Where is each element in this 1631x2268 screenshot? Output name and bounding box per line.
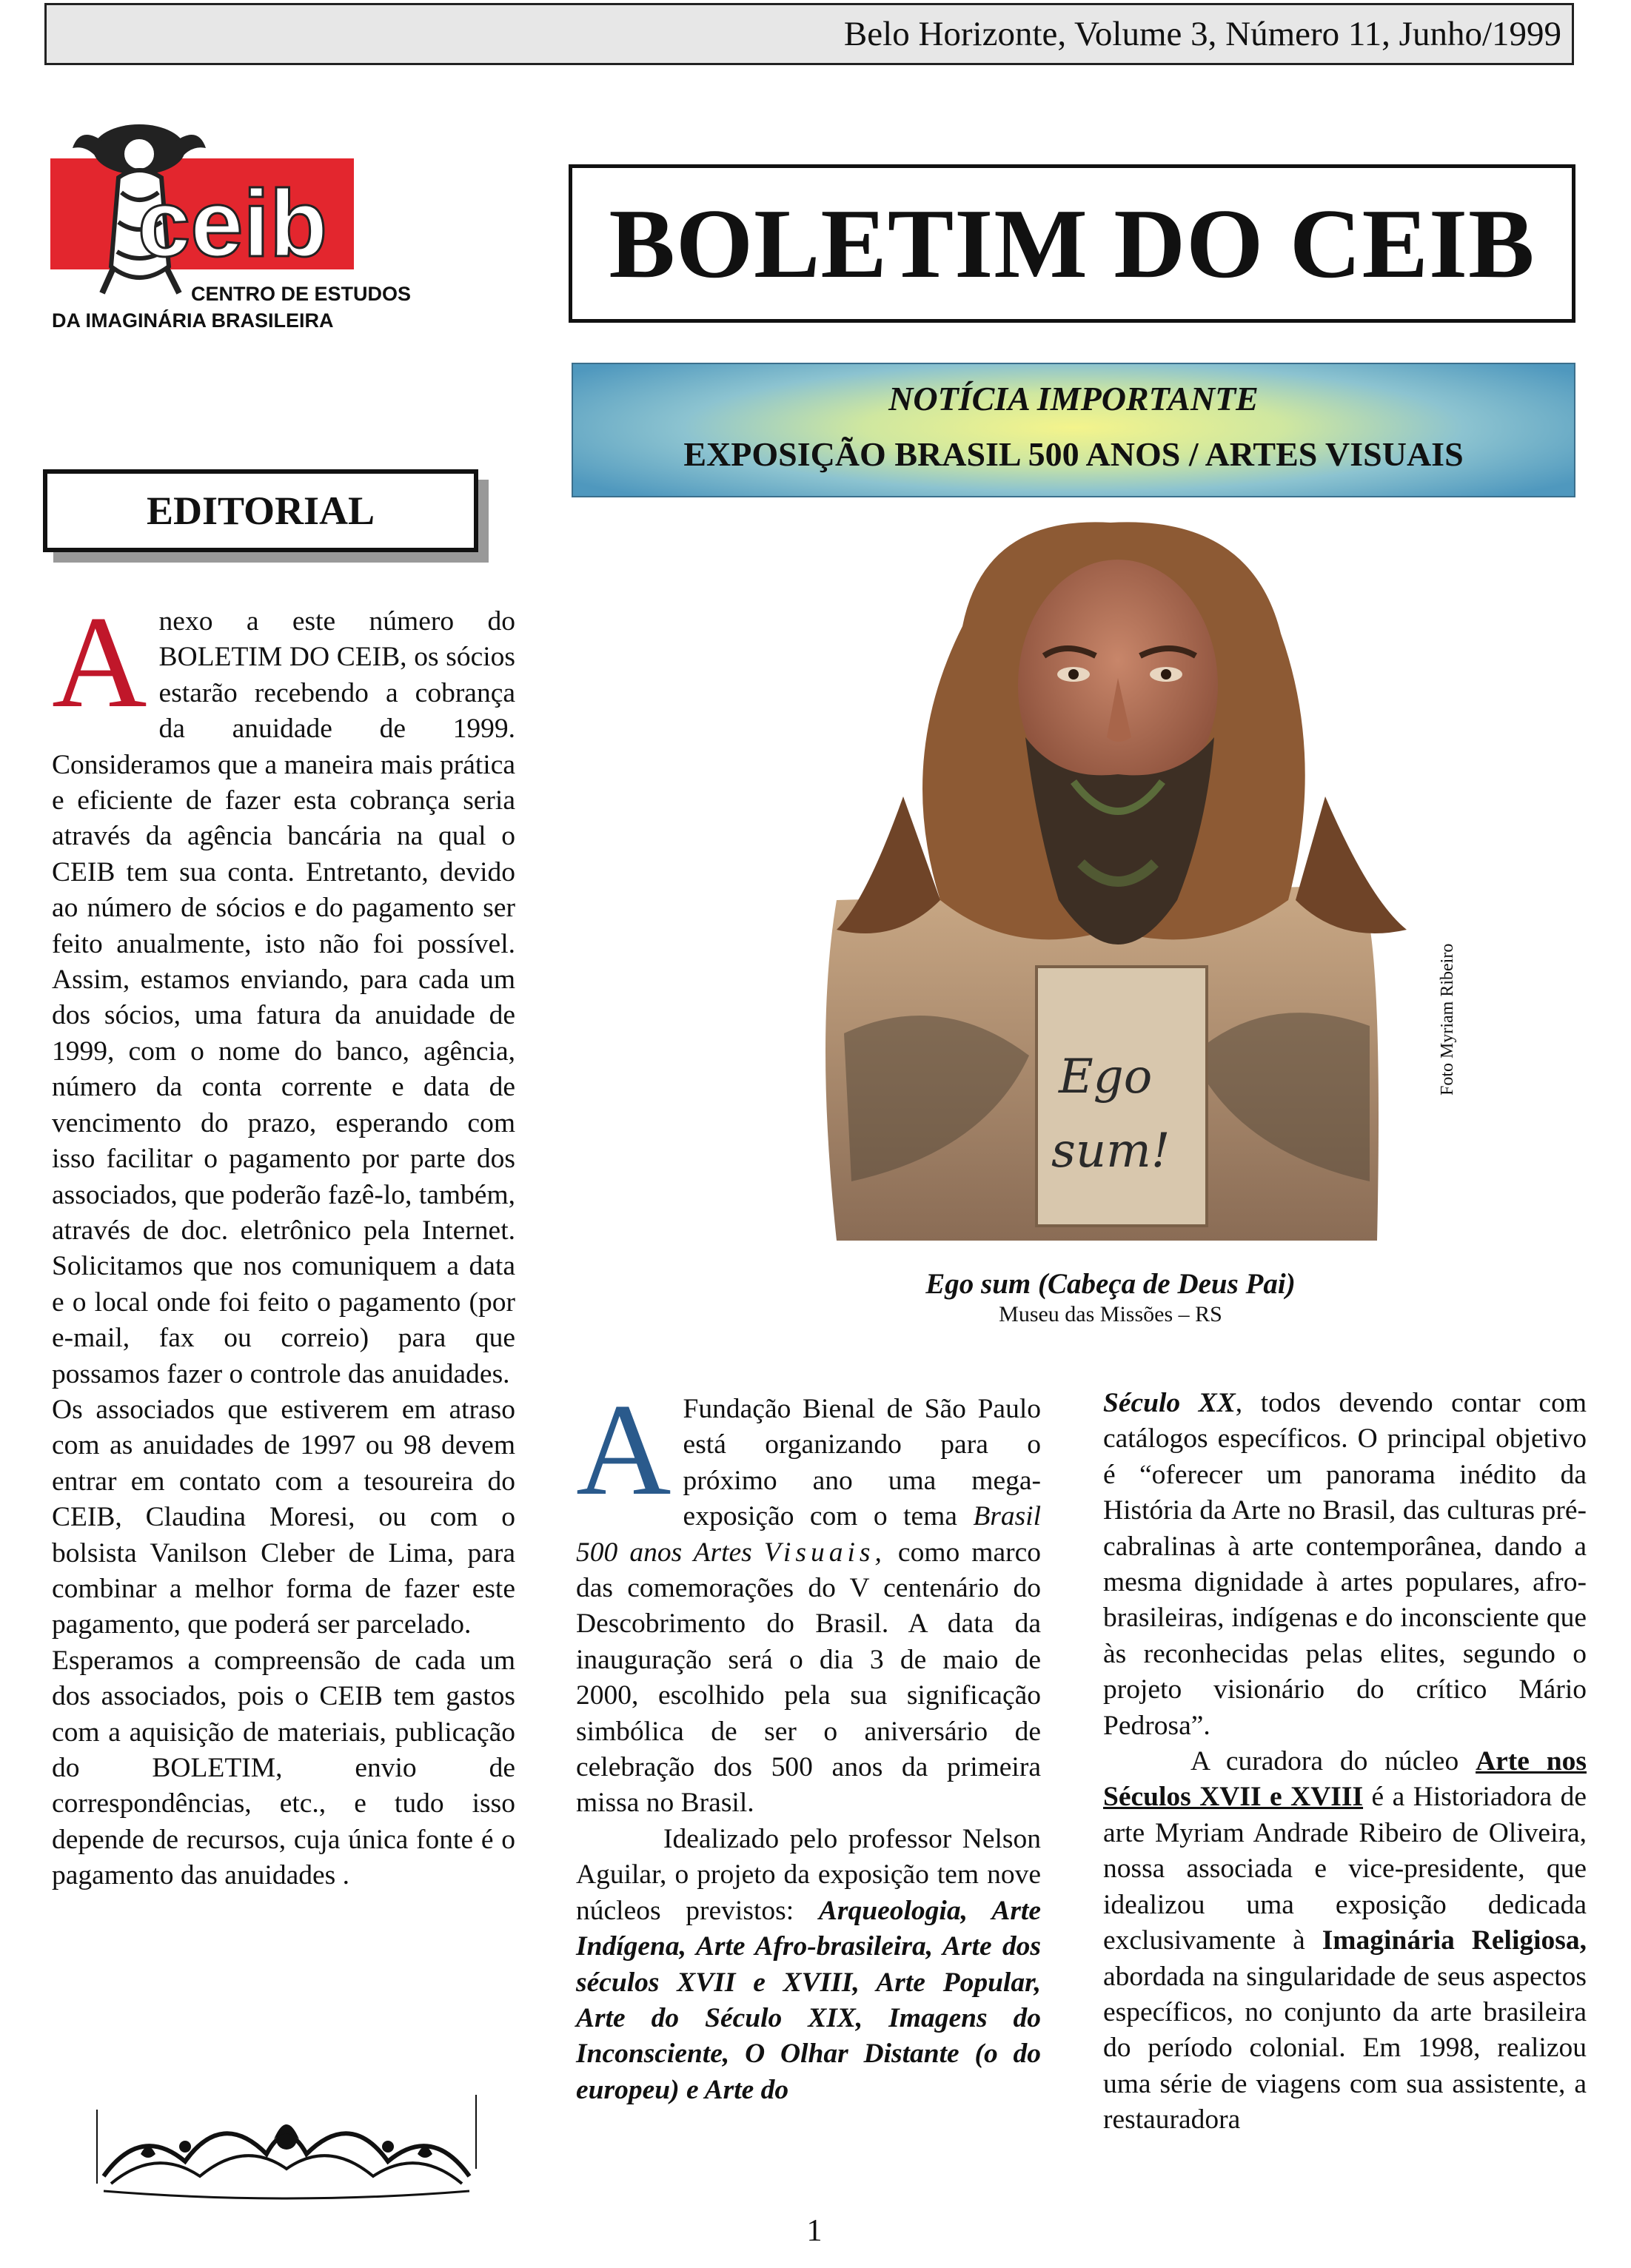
article-dropcap: A: [576, 1376, 672, 1523]
photo-caption: [740, 1267, 1481, 1327]
inscription-ego: Ego: [1059, 1050, 1153, 1104]
editorial-heading-box: [43, 469, 478, 552]
notice-banner: [572, 363, 1575, 497]
logo-line-2: DA IMAGINÁRIA BRASILEIRA: [52, 309, 334, 332]
ornament-icon: [96, 2095, 477, 2206]
inscription-sum: sum!: [1051, 1124, 1170, 1178]
editorial-heading: EDITORIAL: [146, 489, 375, 533]
logo-line-1: CENTRO DE ESTUDOS: [191, 283, 412, 305]
masthead-title: BOLETIM DO CEIB: [609, 189, 1535, 298]
sculpture-photo: [792, 515, 1444, 1241]
editorial-paragraph: Os associados que estiverem em atraso com as anuidades de 1997 ou 98 devem entrar em contato com a tesoureira do CEIB, Claudina Moresi, ou com o bolsista Vanilson Cleber de Lima, para combinar a melhor forma de fazer este pagamento, que poderá ser parcelado.: [52, 1394, 515, 1640]
article-text: abordada na singularidade de seus aspectos específicos, no conjunto da arte brasileira do período colonial. Em 1998, realizou uma série de viagens com sua assistente, a restauradora: [1103, 1961, 1587, 2136]
exhibition-nuclei-end: Século XX: [1103, 1388, 1236, 1418]
notice-label: NOTÍCIA IMPORTANTE: [888, 380, 1259, 417]
caption-title: Ego sum (Cabeça de Deus Pai): [925, 1268, 1296, 1300]
article-text: , todos devendo contar com catálogos específicos. O principal objetivo é “oferecer um panorama inédito da História da Arte no Brasil, das culturas pré-cabralinas à arte contemporânea, dando a mesma dignidade à artes populares, afro-brasileiras, indígenas e do inconsciente que às reconhecidas pelas elites, segundo o projeto visionário do crítico Mário Pedrosa”.: [1103, 1388, 1587, 1741]
article-text: Fundação Bienal de São Paulo está organizando para o próximo ano uma mega-exposição com o tema: [683, 1394, 1041, 1532]
editorial-column: [52, 588, 515, 1894]
exhibition-nuclei: Arqueologia, Arte Indígena, Arte Afro-brasileira, Arte dos séculos XVII e XVIII, Arte Popular, Arte do Século XIX, Imagens do Inconsciente, O Olhar Distante (o do europeu) e Arte do: [576, 1895, 1041, 2105]
photo-credit: Foto Myriam Ribeiro: [1438, 943, 1457, 1096]
editorial-text-1: nexo a este número do BOLETIM DO CEIB, os sócios estarão recebendo a cobrança da anuidade de 1999. Consideramos que a maneira mais prática e eficiente de fazer esta cobrança seria através da agência bancária na qual o CEIB tem sua conta. Entretanto, devido ao número de sócios e do pagamento ser feito anualmente, isto não foi possível. Assim, estamos enviando, para cada um dos sócios, uma fatura da anuidade de 1999, com o nome do banco, agência, número da conta corrente e data de vencimento do prazo, esperando com isso facilitar o pagamento por parte dos associados, que poderão fazê-lo, também, através de doc. eletrônico pela Internet. Solicitamos que nos comuniquem a data e o local onde foi feito o pagamento (por e-mail, fax ou correio) para que possamos fazer o controle das anuidades.: [52, 606, 515, 1389]
highlight-term: Imaginária Religiosa,: [1322, 1925, 1587, 1956]
exhibition-theme-2: Visuais,: [763, 1537, 886, 1568]
article-paragraph: [576, 1822, 1041, 2108]
masthead: [569, 164, 1575, 323]
article-text: A curadora do núcleo: [1190, 1746, 1476, 1777]
article-text: é a Historiadora de arte Myriam Andrade Ribeiro de Oliveira, nossa associada e vice-presidente, que idealizou uma exposição dedicada exclusivamente à: [1103, 1782, 1587, 1956]
curated-nucleus: Arte nos Séculos XVII e XVIII: [1103, 1746, 1587, 1813]
article-column-1: [576, 1376, 1042, 2108]
article-column-2: [1103, 1386, 1587, 2138]
editorial-paragraph: [52, 588, 515, 1392]
issue-header: [44, 3, 1574, 65]
article-text: Idealizado pelo professor Nelson Aguilar, o projeto da exposição tem nove núcleos previstos:: [576, 1823, 1041, 1926]
notice-headline: EXPOSIÇÃO BRASIL 500 ANOS / ARTES VISUAIS: [683, 435, 1464, 473]
article-text: como marco das comemorações do V centenário do Descobrimento do Brasil. A data da inauguração será o dia 3 de maio de 2000, escolhido pela sua significação simbólica de ser o aniversário de celebração dos 500 anos da primeira missa no Brasil.: [576, 1537, 1042, 1819]
page-number: 1: [806, 2214, 823, 2248]
editorial-paragraph: Esperamos a compreensão de cada um dos associados, pois o CEIB tem gastos com a aquisição de materiais, publicação do BOLETIM, envio de correspondências, etc., e tudo isso depende de recursos, cuja única fonte é o pagamento das anuidades .: [52, 1645, 515, 1891]
article-paragraph: [1103, 1744, 1587, 2138]
article-paragraph: [576, 1376, 1042, 1822]
logo-word: ceib: [138, 171, 328, 277]
editorial-dropcap: A: [52, 588, 147, 735]
exhibition-theme: Brasil 500 anos Artes: [576, 1501, 1041, 1568]
issue-line: Belo Horizonte, Volume 3, Número 11, Junho/1999: [843, 15, 1561, 53]
caption-source: Museu das Missões – RS: [999, 1302, 1222, 1326]
ceib-logo: [50, 118, 412, 340]
article-paragraph: [1103, 1386, 1587, 1744]
